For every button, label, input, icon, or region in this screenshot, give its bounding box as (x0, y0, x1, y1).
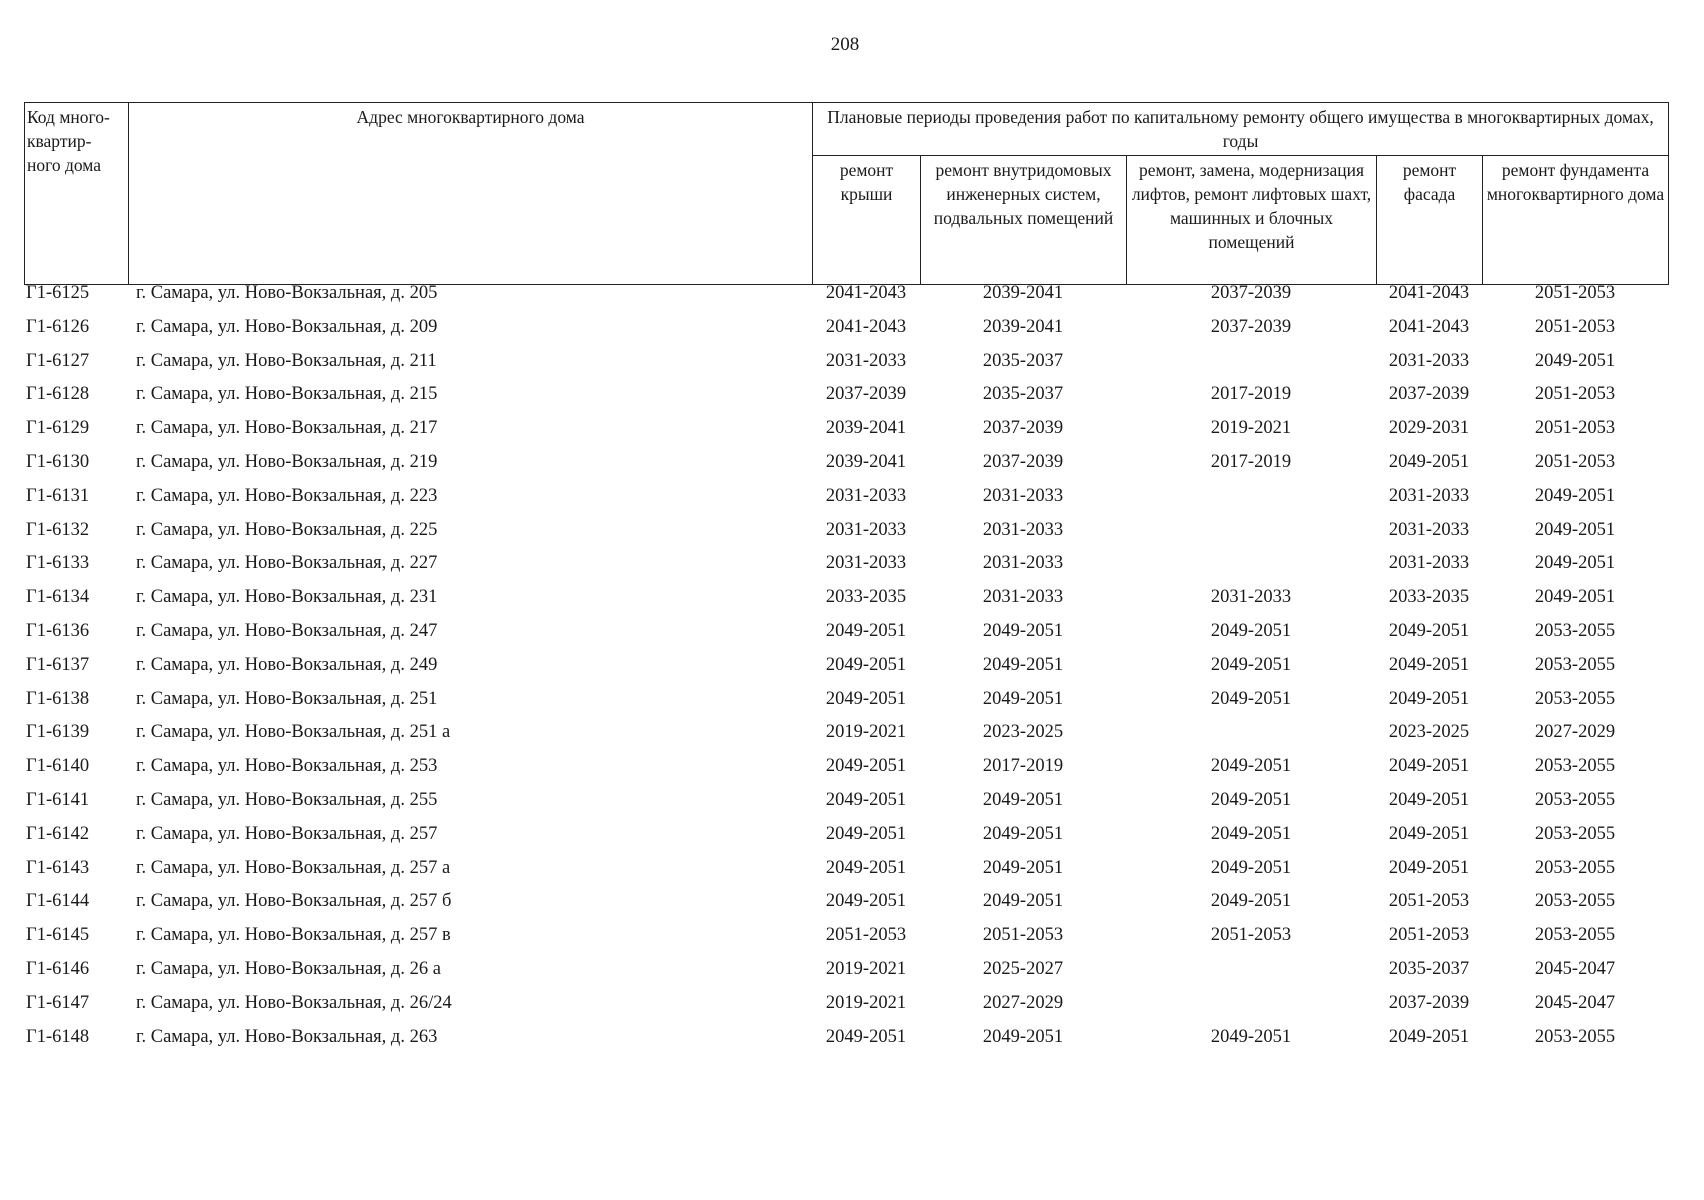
cell-lifts: 2051-2053 (1210, 925, 1292, 946)
cell-systems: 2017-2019 (982, 756, 1064, 777)
cell-foundation: 2053-2055 (1534, 756, 1616, 777)
cell-roof: 2051-2053 (825, 925, 907, 946)
table-row (24, 789, 1668, 823)
cell-lifts (1126, 552, 1376, 586)
cell-systems: 2031-2033 (982, 519, 1064, 540)
cell-facade: 2049-2051 (1388, 789, 1470, 810)
cell-foundation: 2051-2053 (1534, 316, 1616, 337)
cell-code: Г1-6131 (26, 485, 90, 506)
cell-facade: 2037-2039 (1388, 384, 1470, 405)
cell-address: г. Самара, ул. Ново-Вокзальная, д. 211 (136, 350, 437, 371)
cell-code: Г1-6138 (26, 688, 90, 709)
header-foundation (1483, 156, 1669, 285)
cell-foundation: 2053-2055 (1534, 620, 1616, 641)
cell-lifts: 2017-2019 (1210, 451, 1292, 472)
cell-systems: 2049-2051 (982, 1026, 1064, 1047)
cell-facade: 2031-2033 (1388, 553, 1470, 574)
cell-foundation: 2053-2055 (1534, 654, 1616, 675)
cell-foundation: 2049-2051 (1534, 350, 1616, 371)
cell-address: г. Самара, ул. Ново-Вокзальная, д. 223 (136, 485, 438, 506)
cell-facade: 2049-2051 (1388, 857, 1470, 878)
cell-lifts (1126, 958, 1376, 992)
cell-code: Г1-6132 (26, 519, 90, 540)
cell-facade: 2049-2051 (1388, 823, 1470, 844)
cell-systems: 2051-2053 (982, 925, 1064, 946)
table-row (24, 451, 1668, 485)
table-row (24, 890, 1668, 924)
cell-lifts (1126, 519, 1376, 553)
cell-address: г. Самара, ул. Ново-Вокзальная, д. 257 б (136, 891, 452, 912)
table-row (24, 654, 1668, 688)
table-row (24, 857, 1668, 891)
cell-systems: 2039-2041 (982, 283, 1064, 303)
data-table-body (24, 282, 1668, 1059)
data-table (24, 282, 1668, 1059)
header-periods-label: Плановые периоды проведения работ по капитальному ремонту общего имущества в многоквартирных домах, годы (827, 107, 1654, 151)
cell-facade: 2035-2037 (1388, 958, 1470, 979)
header-roof-label: ремонт крыши (839, 160, 894, 204)
cell-systems: 2025-2027 (982, 958, 1064, 979)
cell-systems: 2027-2029 (982, 992, 1064, 1013)
cell-facade: 2049-2051 (1388, 688, 1470, 709)
cell-address: г. Самара, ул. Ново-Вокзальная, д. 257 а (136, 857, 451, 878)
cell-roof: 2049-2051 (825, 891, 907, 912)
cell-address: г. Самара, ул. Ново-Вокзальная, д. 257 в (136, 925, 451, 946)
table-row (24, 350, 1668, 384)
cell-address: г. Самара, ул. Ново-Вокзальная, д. 249 (136, 654, 438, 675)
cell-foundation: 2045-2047 (1534, 992, 1616, 1013)
cell-address: г. Самара, ул. Ново-Вокзальная, д. 219 (136, 451, 438, 472)
cell-facade: 2041-2043 (1388, 283, 1470, 303)
table-row (24, 552, 1668, 586)
cell-roof: 2041-2043 (825, 283, 907, 303)
cell-systems: 2049-2051 (982, 857, 1064, 878)
cell-systems: 2035-2037 (982, 384, 1064, 405)
cell-lifts (1126, 350, 1376, 384)
header-roof (813, 156, 921, 285)
cell-code: Г1-6148 (26, 1026, 90, 1047)
header-address-label: Адрес многоквартирного дома (356, 107, 585, 127)
cell-lifts (1126, 992, 1376, 1026)
cell-roof: 2049-2051 (825, 857, 907, 878)
page-number: 208 (830, 34, 860, 55)
cell-code: Г1-6142 (26, 823, 90, 844)
cell-systems: 2031-2033 (982, 553, 1064, 574)
cell-address: г. Самара, ул. Ново-Вокзальная, д. 227 (136, 553, 438, 574)
cell-code: Г1-6133 (26, 553, 90, 574)
cell-code: Г1-6144 (26, 891, 90, 912)
cell-address: г. Самара, ул. Ново-Вокзальная, д. 209 (136, 316, 438, 337)
cell-lifts: 2019-2021 (1210, 418, 1292, 439)
cell-facade: 2031-2033 (1388, 350, 1470, 371)
cell-lifts: 2049-2051 (1210, 789, 1292, 810)
table-row (24, 620, 1668, 654)
table-row (24, 688, 1668, 722)
header-code (25, 103, 129, 285)
cell-roof: 2049-2051 (825, 688, 907, 709)
cell-code: Г1-6134 (26, 587, 90, 608)
cell-systems: 2037-2039 (982, 418, 1064, 439)
cell-code: Г1-6146 (26, 958, 90, 979)
cell-foundation: 2053-2055 (1534, 925, 1616, 946)
cell-systems: 2031-2033 (982, 587, 1064, 608)
cell-foundation: 2053-2055 (1534, 823, 1616, 844)
cell-lifts: 2037-2039 (1210, 283, 1292, 303)
cell-address: г. Самара, ул. Ново-Вокзальная, д. 253 (136, 756, 438, 777)
table-row (24, 519, 1668, 553)
table-row (24, 485, 1668, 519)
cell-facade: 2049-2051 (1388, 1026, 1470, 1047)
header-periods (813, 103, 1669, 156)
cell-facade: 2037-2039 (1388, 992, 1470, 1013)
cell-roof: 2041-2043 (825, 316, 907, 337)
cell-code: Г1-6143 (26, 857, 90, 878)
cell-roof: 2019-2021 (825, 992, 907, 1013)
cell-systems: 2049-2051 (982, 789, 1064, 810)
cell-address: г. Самара, ул. Ново-Вокзальная, д. 26 а (136, 958, 441, 979)
cell-roof: 2033-2035 (825, 587, 907, 608)
cell-address: г. Самара, ул. Ново-Вокзальная, д. 225 (136, 519, 438, 540)
cell-address: г. Самара, ул. Ново-Вокзальная, д. 205 (136, 283, 438, 303)
table-row (24, 586, 1668, 620)
table-row (24, 721, 1668, 755)
table-row (24, 924, 1668, 958)
cell-foundation: 2049-2051 (1534, 485, 1616, 506)
cell-facade: 2051-2053 (1388, 891, 1470, 912)
cell-roof: 2019-2021 (825, 958, 907, 979)
cell-lifts (1126, 485, 1376, 519)
header-foundation-label: ремонт фундамента многоквартирного дома (1486, 160, 1665, 204)
cell-systems: 2049-2051 (982, 823, 1064, 844)
cell-roof: 2031-2033 (825, 485, 907, 506)
cell-facade: 2051-2053 (1388, 925, 1470, 946)
cell-foundation: 2049-2051 (1534, 519, 1616, 540)
cell-facade: 2023-2025 (1388, 722, 1470, 743)
cell-address: г. Самара, ул. Ново-Вокзальная, д. 231 (136, 587, 438, 608)
cell-systems: 2023-2025 (982, 722, 1064, 743)
cell-address: г. Самара, ул. Ново-Вокзальная, д. 247 (136, 620, 438, 641)
cell-foundation: 2053-2055 (1534, 688, 1616, 709)
cell-roof: 2049-2051 (825, 654, 907, 675)
cell-systems: 2049-2051 (982, 891, 1064, 912)
cell-lifts: 2037-2039 (1210, 316, 1292, 337)
cell-code: Г1-6140 (26, 756, 90, 777)
cell-roof: 2049-2051 (825, 823, 907, 844)
cell-roof: 2039-2041 (825, 418, 907, 439)
header-lifts-label: ремонт, замена, модернизация лифтов, ремонт лифтовых шахт, машинных и блочных помещений (1131, 160, 1372, 252)
table-row (24, 823, 1668, 857)
header-facade-label: ремонт фасада (1402, 160, 1457, 204)
cell-code: Г1-6137 (26, 654, 90, 675)
cell-systems: 2049-2051 (982, 654, 1064, 675)
cell-address: г. Самара, ул. Ново-Вокзальная, д. 251 (136, 688, 438, 709)
cell-code: Г1-6125 (26, 283, 90, 303)
cell-facade: 2049-2051 (1388, 620, 1470, 641)
cell-code: Г1-6139 (26, 722, 90, 743)
cell-facade: 2033-2035 (1388, 587, 1470, 608)
cell-foundation: 2053-2055 (1534, 1026, 1616, 1047)
cell-roof: 2031-2033 (825, 519, 907, 540)
cell-systems: 2031-2033 (982, 485, 1064, 506)
header-systems-label: ремонт внутридомовых инженерных систем, подвальных помещений (933, 160, 1114, 228)
cell-roof: 2019-2021 (825, 722, 907, 743)
cell-roof: 2031-2033 (825, 553, 907, 574)
table-row (24, 383, 1668, 417)
cell-foundation: 2027-2029 (1534, 722, 1616, 743)
cell-systems: 2039-2041 (982, 316, 1064, 337)
cell-code: Г1-6127 (26, 350, 90, 371)
cell-address: г. Самара, ул. Ново-Вокзальная, д. 215 (136, 384, 438, 405)
cell-lifts (1126, 721, 1376, 755)
cell-facade: 2041-2043 (1388, 316, 1470, 337)
header-facade (1377, 156, 1483, 285)
cell-foundation: 2053-2055 (1534, 857, 1616, 878)
cell-systems: 2049-2051 (982, 620, 1064, 641)
table-row (24, 282, 1668, 316)
cell-address: г. Самара, ул. Ново-Вокзальная, д. 217 (136, 418, 438, 439)
header-code-label: Код много- квартир- ного дома (27, 107, 110, 175)
cell-code: Г1-6126 (26, 316, 90, 337)
cell-foundation: 2051-2053 (1534, 451, 1616, 472)
cell-address: г. Самара, ул. Ново-Вокзальная, д. 257 (136, 823, 438, 844)
cell-address: г. Самара, ул. Ново-Вокзальная, д. 251 а (136, 722, 451, 743)
cell-roof: 2037-2039 (825, 384, 907, 405)
table-row (24, 417, 1668, 451)
cell-address: г. Самара, ул. Ново-Вокзальная, д. 263 (136, 1026, 438, 1047)
cell-foundation: 2049-2051 (1534, 553, 1616, 574)
table-row (24, 992, 1668, 1026)
cell-code: Г1-6129 (26, 418, 90, 439)
header-address (129, 103, 813, 285)
cell-lifts: 2049-2051 (1210, 688, 1292, 709)
cell-code: Г1-6130 (26, 451, 90, 472)
cell-address: г. Самара, ул. Ново-Вокзальная, д. 26/24 (136, 992, 452, 1013)
cell-facade: 2031-2033 (1388, 519, 1470, 540)
cell-lifts: 2049-2051 (1210, 823, 1292, 844)
cell-roof: 2049-2051 (825, 620, 907, 641)
cell-lifts: 2049-2051 (1210, 1026, 1292, 1047)
cell-code: Г1-6128 (26, 384, 90, 405)
cell-code: Г1-6141 (26, 789, 90, 810)
cell-facade: 2049-2051 (1388, 654, 1470, 675)
cell-roof: 2039-2041 (825, 451, 907, 472)
table-row (24, 755, 1668, 789)
cell-foundation: 2051-2053 (1534, 418, 1616, 439)
cell-foundation: 2049-2051 (1534, 587, 1616, 608)
cell-code: Г1-6136 (26, 620, 90, 641)
table-header (24, 102, 1669, 285)
cell-foundation: 2053-2055 (1534, 789, 1616, 810)
cell-foundation: 2051-2053 (1534, 384, 1616, 405)
cell-address: г. Самара, ул. Ново-Вокзальная, д. 255 (136, 789, 438, 810)
table-row (24, 958, 1668, 992)
header-systems (921, 156, 1127, 285)
cell-facade: 2031-2033 (1388, 485, 1470, 506)
cell-lifts: 2049-2051 (1210, 891, 1292, 912)
cell-systems: 2035-2037 (982, 350, 1064, 371)
header-lifts (1127, 156, 1377, 285)
cell-roof: 2031-2033 (825, 350, 907, 371)
cell-lifts: 2049-2051 (1210, 620, 1292, 641)
cell-roof: 2049-2051 (825, 789, 907, 810)
cell-roof: 2049-2051 (825, 756, 907, 777)
cell-lifts: 2049-2051 (1210, 857, 1292, 878)
cell-systems: 2049-2051 (982, 688, 1064, 709)
cell-lifts: 2049-2051 (1210, 654, 1292, 675)
table-row (24, 1026, 1668, 1060)
cell-facade: 2049-2051 (1388, 756, 1470, 777)
cell-roof: 2049-2051 (825, 1026, 907, 1047)
cell-facade: 2029-2031 (1388, 418, 1470, 439)
cell-foundation: 2051-2053 (1534, 283, 1616, 303)
table-row (24, 316, 1668, 350)
cell-code: Г1-6145 (26, 925, 90, 946)
cell-facade: 2049-2051 (1388, 451, 1470, 472)
cell-foundation: 2045-2047 (1534, 958, 1616, 979)
cell-lifts: 2049-2051 (1210, 756, 1292, 777)
cell-code: Г1-6147 (26, 992, 90, 1013)
cell-foundation: 2053-2055 (1534, 891, 1616, 912)
cell-lifts: 2031-2033 (1210, 587, 1292, 608)
cell-systems: 2037-2039 (982, 451, 1064, 472)
cell-lifts: 2017-2019 (1210, 384, 1292, 405)
